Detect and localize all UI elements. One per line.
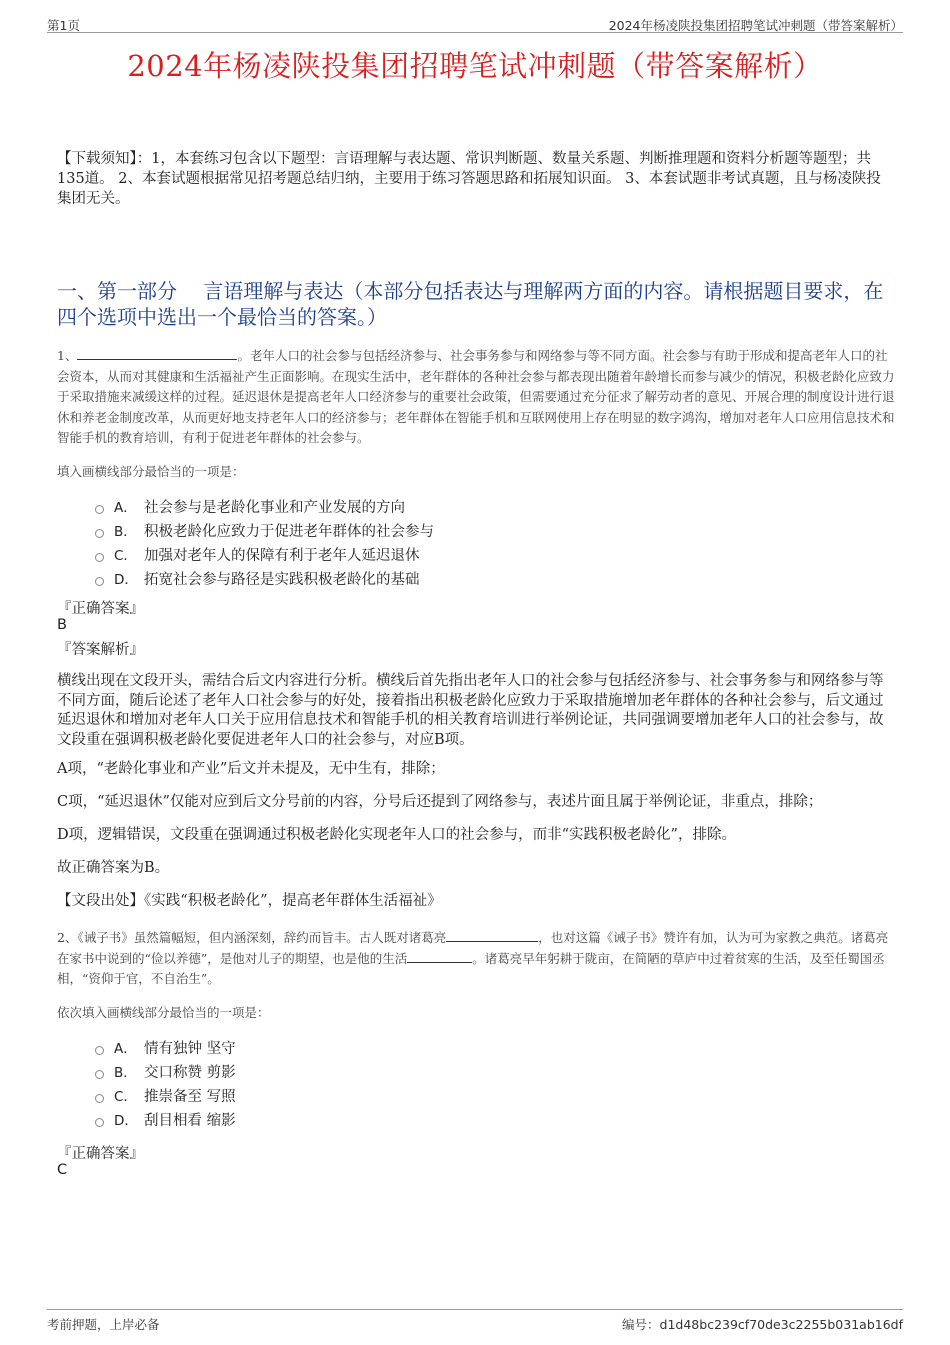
question-2-text: 2、《诫子书》虽然篇幅短，但内涵深刻，辞约而旨丰。古人既对诸葛亮 ，也对这篇《诫子书》赞许有加，认为可为家教之典范。诸葛亮在家书中说到的“俭以养德”，是他对儿子的期望，也是他的生活 。诸葛亮早年躬耕于陇亩，在简陋的草庐中过着贫寒的生活，及至任蜀国丞相，“资仰于官，不自治生”。: [57, 930, 889, 986]
question-1-analysis-label: 『答案解析』: [57, 642, 144, 658]
question-2-prompt: 依次填入画横线部分最恰当的一项是：: [57, 1005, 270, 1020]
page-header: [47, 14, 903, 33]
radio-icon[interactable]: [95, 577, 104, 586]
radio-icon[interactable]: [95, 1094, 104, 1103]
question-1-source: 【文段出处】《实践“积极老龄化”，提高老年群体生活福祉》: [57, 893, 442, 909]
page-footer: [47, 1309, 903, 1336]
question-1-option-d[interactable]: D． 拓宽社会参与路径是实践积极老龄化的基础: [95, 566, 434, 590]
question-1-options: [95, 494, 434, 590]
question-1-analysis-conclusion: 故正确答案为B。: [57, 860, 170, 876]
page-number: 第1页: [47, 18, 80, 33]
radio-icon[interactable]: [95, 505, 104, 514]
radio-icon[interactable]: [95, 529, 104, 538]
question-1-number: 1、: [57, 348, 78, 363]
question-2-options: [95, 1035, 236, 1131]
radio-icon[interactable]: [95, 553, 104, 562]
question-2-blank-1: [446, 929, 538, 942]
section-heading: 一、第一部分 言语理解与表达（本部分包括表达与理解两方面的内容。请根据题目要求，在四个选项中选出一个最恰当的答案。）: [57, 279, 884, 329]
question-1-analysis-d: D项，逻辑错误，文段重在强调通过积极老龄化实现老年人口的社会参与，而非“实践积极老龄化”，排除。: [57, 827, 736, 843]
header-doc-title: 2024年杨凌陕投集团招聘笔试冲刺题（带答案解析）: [608, 18, 903, 33]
question-1-body: 。老年人口的社会参与包括经济参与、社会事务参与和网络参与等不同方面。社会参与有助于形成和提高老年人口的社会资本，从而对其健康和生活福祉产生正面影响。在现实生活中，老年群体的各种社会参与都表现出随着年龄增长而参与减少的情况，积极老龄化应致力于采取措施来减缓这样的过程。延迟退休是提高老年人口经济参与的重要社会政策，但需要通过充分征求了解劳动者的意见、开展合理的制度设计进行退休和养老金制度改革，从而更好地支持老年人口的经济参与；老年群体在智能手机和互联网使用上存在明显的数字鸿沟，增加对老年人口应用信息技术和智能手机的教育培训，有利于促进老年群体的社会参与。: [57, 348, 895, 445]
question-2-blank-2: [407, 950, 472, 963]
question-1-option-b[interactable]: B． 积极老龄化应致力于促进老年群体的社会参与: [95, 518, 434, 542]
question-2-answer: C: [57, 1162, 68, 1178]
question-1-analysis-main: 横线出现在文段开头，需结合后文内容进行分析。横线后首先指出老年人口的社会参与包括经济参与、社会事务参与和网络参与等不同方面，随后论述了老年人口社会参与的好处，接着指出积极老龄化应致力于采取措施增加老年群体的各种社会参与，后文通过延迟退休和增加对老年人口关于应用信息技术和智能手机的相关教育培训进行举例论证，共同强调要增加老年人口的社会参与，故文段重在强调积极老龄化要促进老年人口的社会参与，对应B项。: [57, 673, 884, 748]
question-1-prompt: 填入画横线部分最恰当的一项是：: [57, 464, 245, 479]
question-1-analysis-c: C项，“延迟退休”仅能对应到后文分号前的内容，分号后还提到了网络参与，表述片面且属于举例论证，非重点，排除；: [57, 794, 823, 810]
question-1-option-c[interactable]: C． 加强对老年人的保障有利于老年人延迟退休: [95, 542, 434, 566]
footer-slogan: 考前押题，上岸必备: [47, 1317, 160, 1332]
question-2-option-b[interactable]: B． 交口称赞 剪影: [95, 1059, 236, 1083]
download-notice: 【下载须知】：1，本套练习包含以下题型：言语理解与表达题、常识判断题、数量关系题、判断推理题和资料分析题等题型；共135道。 2、本套试题根据常见招考题总结归纳，主要用于练习答题思路和拓展知识面。 3、本套试题非考试真题，且与杨凌陕投集团无关。: [57, 151, 881, 207]
question-1-text: [57, 346, 895, 449]
radio-icon[interactable]: [95, 1046, 104, 1055]
question-2-number: 2、: [57, 930, 78, 945]
question-2-answer-label: 『正确答案』: [57, 1146, 144, 1162]
question-1-answer-label: 『正确答案』: [57, 601, 144, 617]
question-2-option-d[interactable]: D． 刮目相看 缩影: [95, 1107, 236, 1131]
radio-icon[interactable]: [95, 1070, 104, 1079]
question-2-option-a[interactable]: A． 情有独钟 坚守: [95, 1035, 236, 1059]
question-2-option-c[interactable]: C． 推崇备至 写照: [95, 1083, 236, 1107]
document-title: 2024年杨凌陕投集团招聘笔试冲刺题（带答案解析）: [127, 49, 823, 83]
question-1-analysis-a: A项，“老龄化事业和产业”后文并未提及，无中生有，排除；: [57, 761, 445, 777]
question-1-answer: B: [57, 617, 67, 633]
footer-code: 编号：d1d48bc239cf70de3c2255b031ab16df: [622, 1317, 903, 1332]
question-1-blank: [77, 347, 237, 360]
question-1-option-a[interactable]: A． 社会参与是老龄化事业和产业发展的方向: [95, 494, 434, 518]
radio-icon[interactable]: [95, 1118, 104, 1127]
